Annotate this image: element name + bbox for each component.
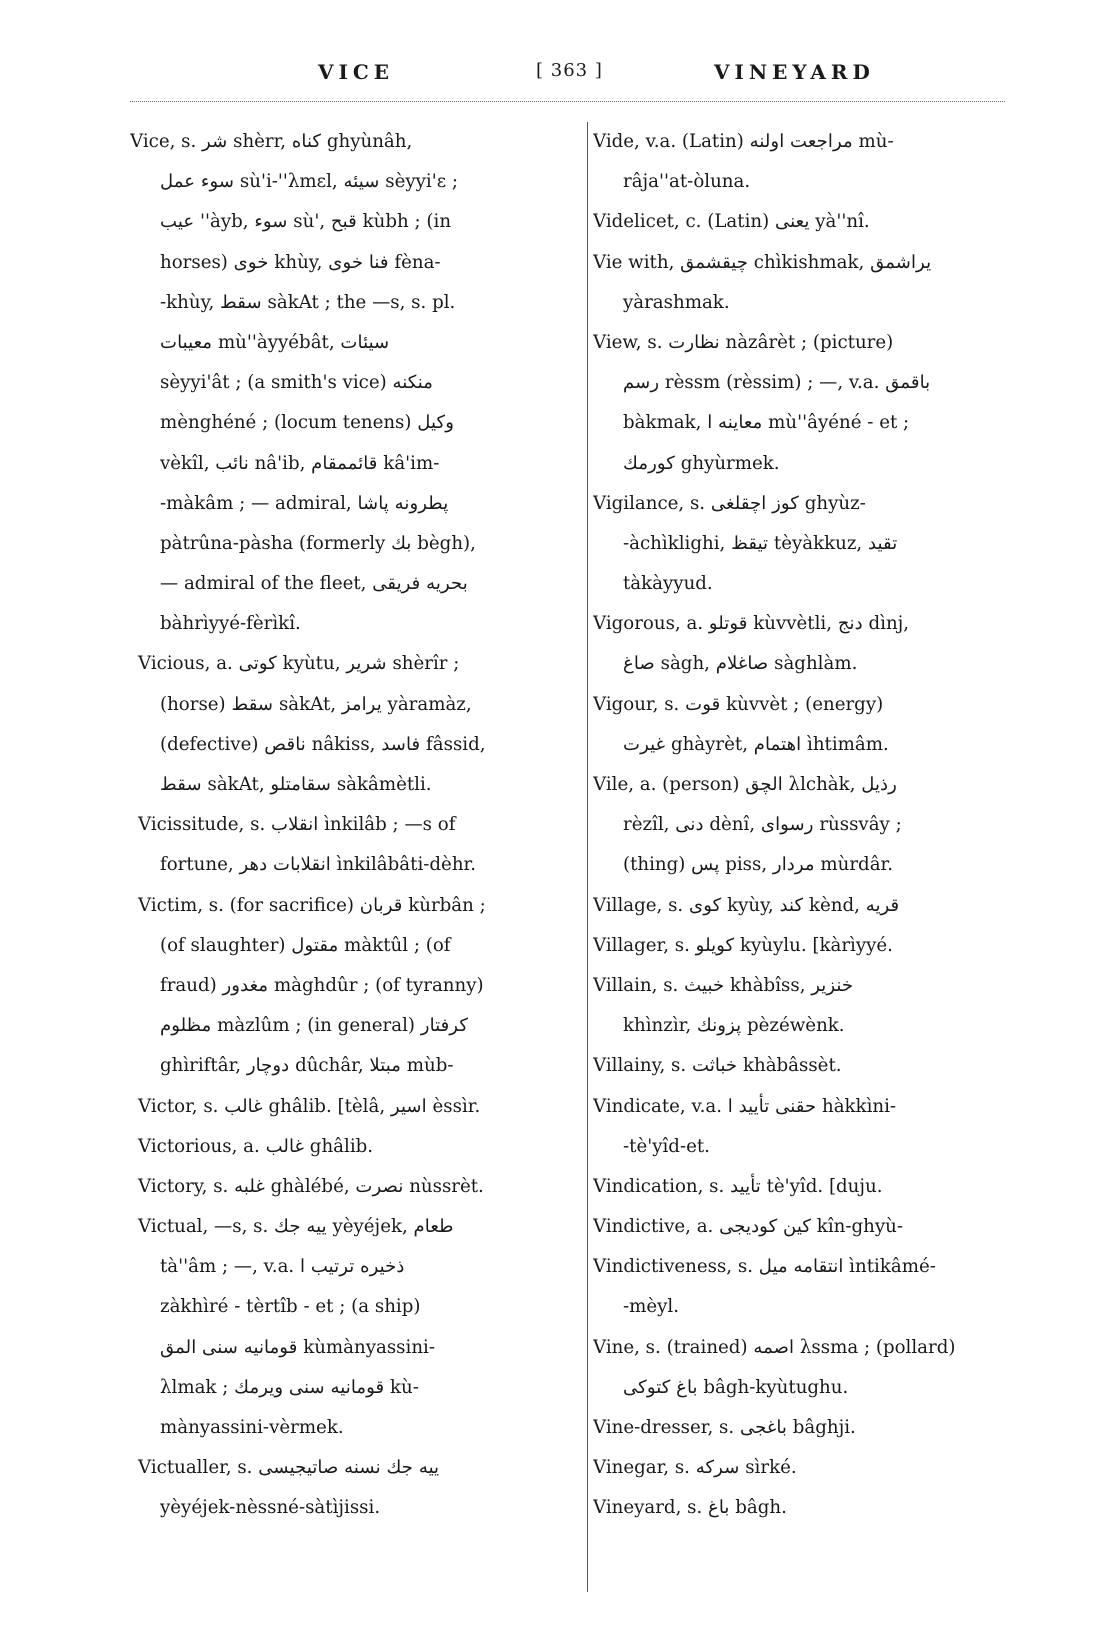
dictionary-line: غيرت ghàyrèt, اهتمام ìhtimâm. (623, 733, 889, 755)
dictionary-line: Vicissitude, s. انقلاب ìnkilâb ; —s of (138, 814, 456, 836)
page-number: [ 363 ] (536, 60, 603, 81)
dictionary-line: Vile, a. (person) الچق λlchàk, رذيل (593, 774, 897, 795)
dictionary-line: Victory, s. غلبه ghàlébé, نصرت nùssrèt. (138, 1175, 484, 1197)
dictionary-line: Victualler, s. ييه جك نسنه صاتيجيسى (138, 1457, 440, 1479)
dictionary-line: -mèyl. (623, 1296, 680, 1318)
dictionary-line: horses) خوى khùy, فنا خوى fèna- (160, 251, 441, 273)
dictionary-line: tà''âm ; —, v.a. ذخيره ترتيب ا (160, 1256, 405, 1278)
dictionary-line: Vigour, s. قوت kùvvèt ; (energy) (593, 693, 884, 715)
dictionary-line: رسم rèssm (rèssim) ; —, v.a. باقمق (623, 372, 931, 394)
dictionary-line: كورمك ghyùrmek. (623, 452, 780, 474)
dictionary-line: ghìriftâr, دوچار dûchâr, مبتلا mùb- (160, 1055, 454, 1077)
dictionary-line: vèkîl, نائب nâ'ib, قائممقام kâ'im- (160, 452, 440, 474)
dictionary-line: Vindicate, v.a. حقنى تأييد ا hàkkìni- (593, 1095, 897, 1117)
dictionary-line: Vindictiveness, s. انتقامه ميل ìntikâmé- (593, 1256, 936, 1278)
dictionary-line: Vie with, چيقشمق chìkishmak, يراشمق (593, 251, 932, 273)
dictionary-line: tàkàyyud. (623, 573, 713, 595)
dictionary-line: râja''at-òluna. (623, 171, 751, 193)
dictionary-line: mènghéné ; (locum tenens) وكيل (160, 412, 454, 434)
dictionary-line: Victorious, a. غالب ghâlib. (138, 1135, 374, 1157)
dictionary-line: صاغ sàgh, صاغلام sàghlàm. (623, 653, 858, 675)
dictionary-line: khìnzìr, پزونك pèzéwènk. (623, 1015, 845, 1037)
header-left-word: VICE (318, 60, 395, 84)
dictionary-line: (horse) سقط sàkAt, يرامز yàramàz, (160, 693, 472, 715)
dictionary-line: fraud) مغدور màghdûr ; (of tyranny) (160, 974, 484, 996)
dictionary-line: Vice, s. شر shèrr, كناه ghyùnâh, (130, 131, 413, 152)
dictionary-line: Vigilance, s. كوز اچقلغى ghyùz- (593, 492, 866, 514)
dictionary-line: (thing) پس piss, مردار mùrdâr. (623, 854, 894, 876)
dictionary-line: rèzîl, دنى dènî, رسواى rùssvây ; (623, 814, 902, 836)
dictionary-line: معيبات mù''àyyébât, سيئات (160, 331, 390, 353)
dictionary-line: Victor, s. غالب ghâlib. [tèlâ, اسير èssìr. (138, 1095, 481, 1117)
dictionary-line: Vicious, a. كوتى kyùtu, شرير shèrîr ; (138, 653, 460, 675)
dictionary-line: -tè'yîd-et. (623, 1135, 710, 1157)
dictionary-line: Victim, s. (for sacrifice) قربان kùrbân ; (138, 894, 486, 916)
dictionary-line: باغ كتوكى bâgh-kyùtughu. (623, 1376, 849, 1398)
dictionary-line: -àchìklighi, تيقظ tèyàkkuz, تقيد (623, 532, 898, 554)
right-column (593, 122, 1013, 1529)
dictionary-line: yàrashmak. (623, 291, 730, 313)
dictionary-line: Village, s. كوى kyùy, كند kènd, قريه (593, 894, 900, 916)
dictionary-line: (of slaughter) مقتول màktûl ; (of (160, 934, 451, 956)
dictionary-line: sèyyi'ât ; (a smith's vice) منكنه (160, 372, 433, 394)
dictionary-line: مظلوم màzlûm ; (in general) كرفتار (160, 1015, 468, 1037)
dictionary-line: -màkâm ; — admiral, پطرونه پاشا (160, 492, 449, 514)
dictionary-line: — admiral of the fleet, بحريه فريقى (160, 573, 468, 595)
dictionary-line: قومانيه سنى المق kùmànyassini- (160, 1336, 436, 1358)
dictionary-line: fortune, انقلابات دهر ìnkilâbâti-dèhr. (160, 854, 477, 876)
dictionary-line: -khùy, سقط sàkAt ; the —s, s. pl. (160, 291, 456, 313)
dictionary-line: yèyéjek-nèssné-sàtìjissi. (160, 1497, 381, 1519)
dictionary-line: pàtrûna-pàsha (formerly بك bègh), (160, 532, 476, 554)
dictionary-line: Vindictive, a. كين كوديجى kîn-ghyù- (593, 1216, 903, 1238)
column-divider (587, 122, 588, 1592)
dictionary-line: Villainy, s. خباثت khàbâssèt. (593, 1055, 842, 1077)
dictionary-line: Villain, s. خبيث khàbîss, خنزير (593, 974, 854, 996)
dictionary-line: λlmak ; قومانيه سنى ويرمك kù- (160, 1376, 419, 1398)
dictionary-line: Villager, s. كويلو kyùylu. [kàrìyyé. (593, 934, 893, 956)
dictionary-line: Vinegar, s. سركه sìrké. (593, 1457, 797, 1479)
dictionary-line: Victual, —s, s. ييه جك yèyéjek, طعام (138, 1216, 454, 1238)
header-divider (130, 101, 1005, 102)
dictionary-line: Vine, s. (trained) اصمه λssma ; (pollard) (593, 1336, 956, 1358)
dictionary-line: mànyassini-vèrmek. (160, 1417, 344, 1438)
dictionary-line: Vineyard, s. باغ bâgh. (593, 1497, 787, 1519)
dictionary-line: Vigorous, a. قوتلو kùvvètli, دنج dìnj, (593, 613, 910, 635)
dictionary-line: Vindication, s. تأييد tè'yîd. [duju. (593, 1175, 883, 1197)
dictionary-line: bàhrìyyé-fèrìkî. (160, 613, 301, 635)
dictionary-line: سقط sàkAt, سقامتلو sàkâmètli. (160, 774, 432, 795)
dictionary-line: (defective) ناقص nâkiss, فاسد fâssid, (160, 733, 486, 755)
header-right-word: VINEYARD (714, 60, 875, 84)
dictionary-line: View, s. نظارت nàzârèt ; (picture) (593, 331, 894, 353)
dictionary-line: bàkmak, معاينه ا mù''âyéné - et ; (623, 412, 910, 434)
dictionary-line: Videlicet, c. (Latin) يعنى yà''nî. (593, 211, 870, 233)
dictionary-line: عيب ''àyb, سوء sù', قبح kùbh ; (in (160, 211, 452, 233)
dictionary-line: Vide, v.a. (Latin) مراجعت اولنه mù- (593, 131, 894, 152)
dictionary-line: zàkhìré - tèrtîb - et ; (a ship) (160, 1296, 421, 1318)
dictionary-line: Vine-dresser, s. باغجى bâghji. (593, 1417, 856, 1438)
dictionary-line: سوء عمل sù'i-''λmεl, سيئه sèyyi'ε ; (160, 171, 459, 193)
left-column (130, 122, 570, 1529)
page-header (0, 54, 1115, 94)
